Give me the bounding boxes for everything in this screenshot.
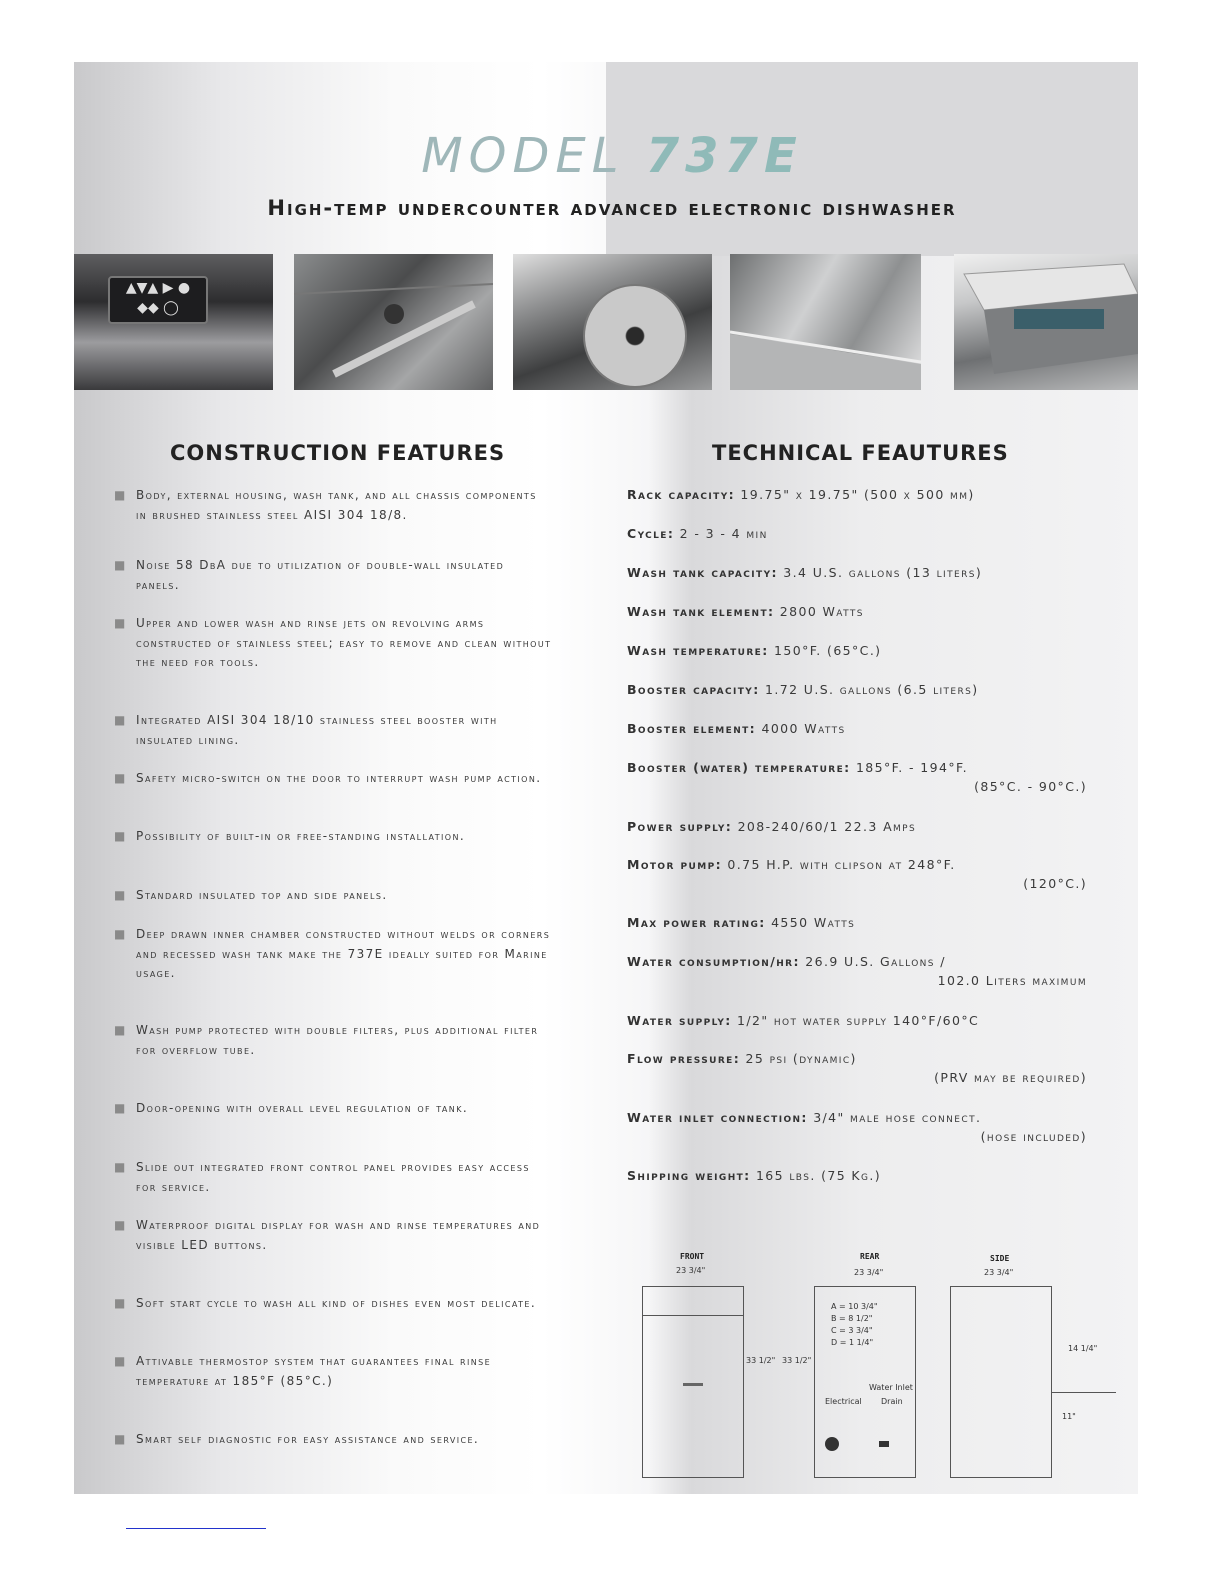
interior-icon (730, 254, 921, 390)
bullet-icon: ■ (114, 616, 127, 630)
list-item: ■ Door-opening with overall level regulation of tank. (112, 1099, 552, 1119)
spec-row: Shipping weight: 165 lbs. (75 Kg.) (627, 1168, 882, 1183)
control-panel-icon: ▲▼▲ ▶ ● ◆◆ ◯ (108, 276, 208, 324)
list-item: ■ Slide out integrated front control panel provides easy access for service. (114, 1160, 530, 1194)
front-label: FRONT (680, 1252, 705, 1261)
list-item: ■ Soft start cycle to wash all kind of dishes even most delicate. (112, 1294, 552, 1314)
height-rear: 33 1/2" (782, 1356, 812, 1365)
side-view (950, 1286, 1052, 1478)
list-item: ■ Safety micro-switch on the door to interrupt wash pump action. (112, 769, 552, 789)
bullet-icon: ■ (114, 1432, 127, 1446)
control-panel-photo (74, 254, 273, 390)
spec-row: Wash tank element: 2800 Watts (627, 604, 864, 619)
spec-row: Booster (water) temperature: 185°F. - 194°F. (85°C. - 90°C.) (627, 760, 1087, 794)
legend-a: A = 10 3/4" (831, 1302, 878, 1311)
dishwasher-photo (954, 254, 1138, 390)
spec-row: Booster capacity: 1.72 U.S. gallons (6.5 liters) (627, 682, 979, 697)
height-front: 33 1/2" (746, 1356, 776, 1365)
open-door-line (1052, 1392, 1116, 1393)
spec-row: Motor pump: 0.75 H.P. with clipson at 248°F. (120°C.) (627, 857, 1087, 891)
list-item: ■ Body, external housing, wash tank, and all chassis components in brushed stainless steel AISI 304 18/8. (114, 488, 537, 522)
legend-d: D = 1 1/4" (831, 1338, 874, 1347)
wash-arm-photo (294, 254, 493, 390)
bullet-icon: ■ (114, 771, 127, 785)
filter-photo (513, 254, 712, 390)
filter-icon (583, 284, 687, 388)
list-item: ■ Smart self diagnostic for easy assistance and service. (112, 1430, 552, 1450)
spec-row: Water inlet connection: 3/4" male hose connect. (hose included) (627, 1110, 1087, 1144)
legend-b: B = 8 1/2" (831, 1314, 873, 1323)
spec-row: Flow pressure: 25 psi (dynamic) (PRV may be required) (627, 1051, 1087, 1085)
model-number: 737E (645, 128, 803, 184)
drain-label: Drain (881, 1397, 903, 1406)
spec-row: Wash tank capacity: 3.4 U.S. gallons (13 liters) (627, 565, 983, 580)
construction-title: CONSTRUCTION FEATURES (170, 441, 506, 465)
spec-row: Rack capacity: 19.75" x 19.75" (500 x 500 mm) (627, 487, 975, 502)
bullet-icon: ■ (114, 1354, 127, 1368)
electrical-label: Electrical (825, 1397, 862, 1406)
subtitle: High-temp undercounter advanced electronic dishwasher (267, 196, 957, 220)
front-width: 23 3/4" (676, 1266, 706, 1275)
water-inlet-label: Water Inlet (869, 1383, 913, 1392)
bullet-icon: ■ (114, 1218, 127, 1232)
spec-row: Power supply: 208-240/60/1 22.3 Amps (627, 819, 917, 834)
drain-port-icon (879, 1441, 889, 1447)
spec-row: Water consumption/hr: 26.9 U.S. Gallons / 102.0 Liters maximum (627, 954, 1087, 988)
list-item: ■ Possibility of built-in or free-standing installation. (112, 827, 552, 847)
spec-row: Water supply: 1/2" hot water supply 140°F/60°C (627, 1013, 980, 1028)
model-word: MODEL (421, 128, 625, 184)
rear-view (814, 1286, 916, 1478)
model-title (0, 128, 1224, 184)
interior-photo (730, 254, 921, 390)
technical-title: TECHNICAL FEAUTURES (712, 441, 1009, 465)
bullet-icon: ■ (114, 558, 127, 572)
legend-c: C = 3 3/4" (831, 1326, 873, 1335)
spec-row: Booster element: 4000 Watts (627, 721, 846, 736)
bullet-icon: ■ (114, 1296, 127, 1310)
list-item: ■ Integrated AISI 304 18/10 stainless steel booster with insulated lining. (114, 713, 498, 747)
rear-width: 23 3/4" (854, 1268, 884, 1277)
list-item: ■ Waterproof digital display for wash and rinse temperatures and visible LED buttons. (114, 1218, 541, 1252)
side-width: 23 3/4" (984, 1268, 1014, 1277)
bullet-icon: ■ (114, 1160, 127, 1174)
electrical-port-icon (825, 1437, 839, 1451)
side-label: SIDE (990, 1254, 1010, 1263)
list-item: ■ Standard insulated top and side panels. (112, 886, 552, 906)
rear-label: REAR (860, 1252, 880, 1261)
bullet-icon: ■ (114, 713, 127, 727)
list-item: ■ Deep drawn inner chamber constructed without welds or corners and recessed wash tank make the 737E ideally suited for Marine usage. (114, 927, 551, 980)
spec-row: Max power rating: 4550 Watts (627, 915, 856, 930)
front-view (642, 1286, 744, 1478)
dimension-diagram (632, 1246, 1128, 1482)
list-item: ■ Noise 58 DbA due to utilization of double-wall insulated panels. (114, 558, 505, 592)
bullet-icon: ■ (114, 1023, 127, 1037)
photo-strip (74, 254, 1138, 390)
dishwasher-icon (954, 254, 1138, 390)
spec-row: Cycle: 2 - 3 - 4 min (627, 526, 768, 541)
footer-rule (126, 1528, 266, 1529)
list-item: ■ Wash pump protected with double filters, plus additional filter for overflow tube. (114, 1023, 539, 1057)
list-item: ■ Upper and lower wash and rinse jets on revolving arms constructed of stainless steel; easy to remove and clean without the need for tools. (114, 616, 552, 669)
spec-row: Wash temperature: 150°F. (65°C.) (627, 643, 882, 658)
bullet-icon: ■ (114, 888, 127, 902)
bullet-icon: ■ (114, 927, 127, 941)
bullet-icon: ■ (114, 488, 127, 502)
list-item: ■ Attivable thermostop system that guarantees final rinse temperature at 185°F (85°C.) (114, 1354, 492, 1388)
door-height-dim: 11" (1062, 1412, 1076, 1421)
wash-arm-icon (294, 254, 493, 390)
door-open-dim: 14 1/4" (1068, 1344, 1098, 1353)
bullet-icon: ■ (114, 829, 127, 843)
bullet-icon: ■ (114, 1101, 127, 1115)
